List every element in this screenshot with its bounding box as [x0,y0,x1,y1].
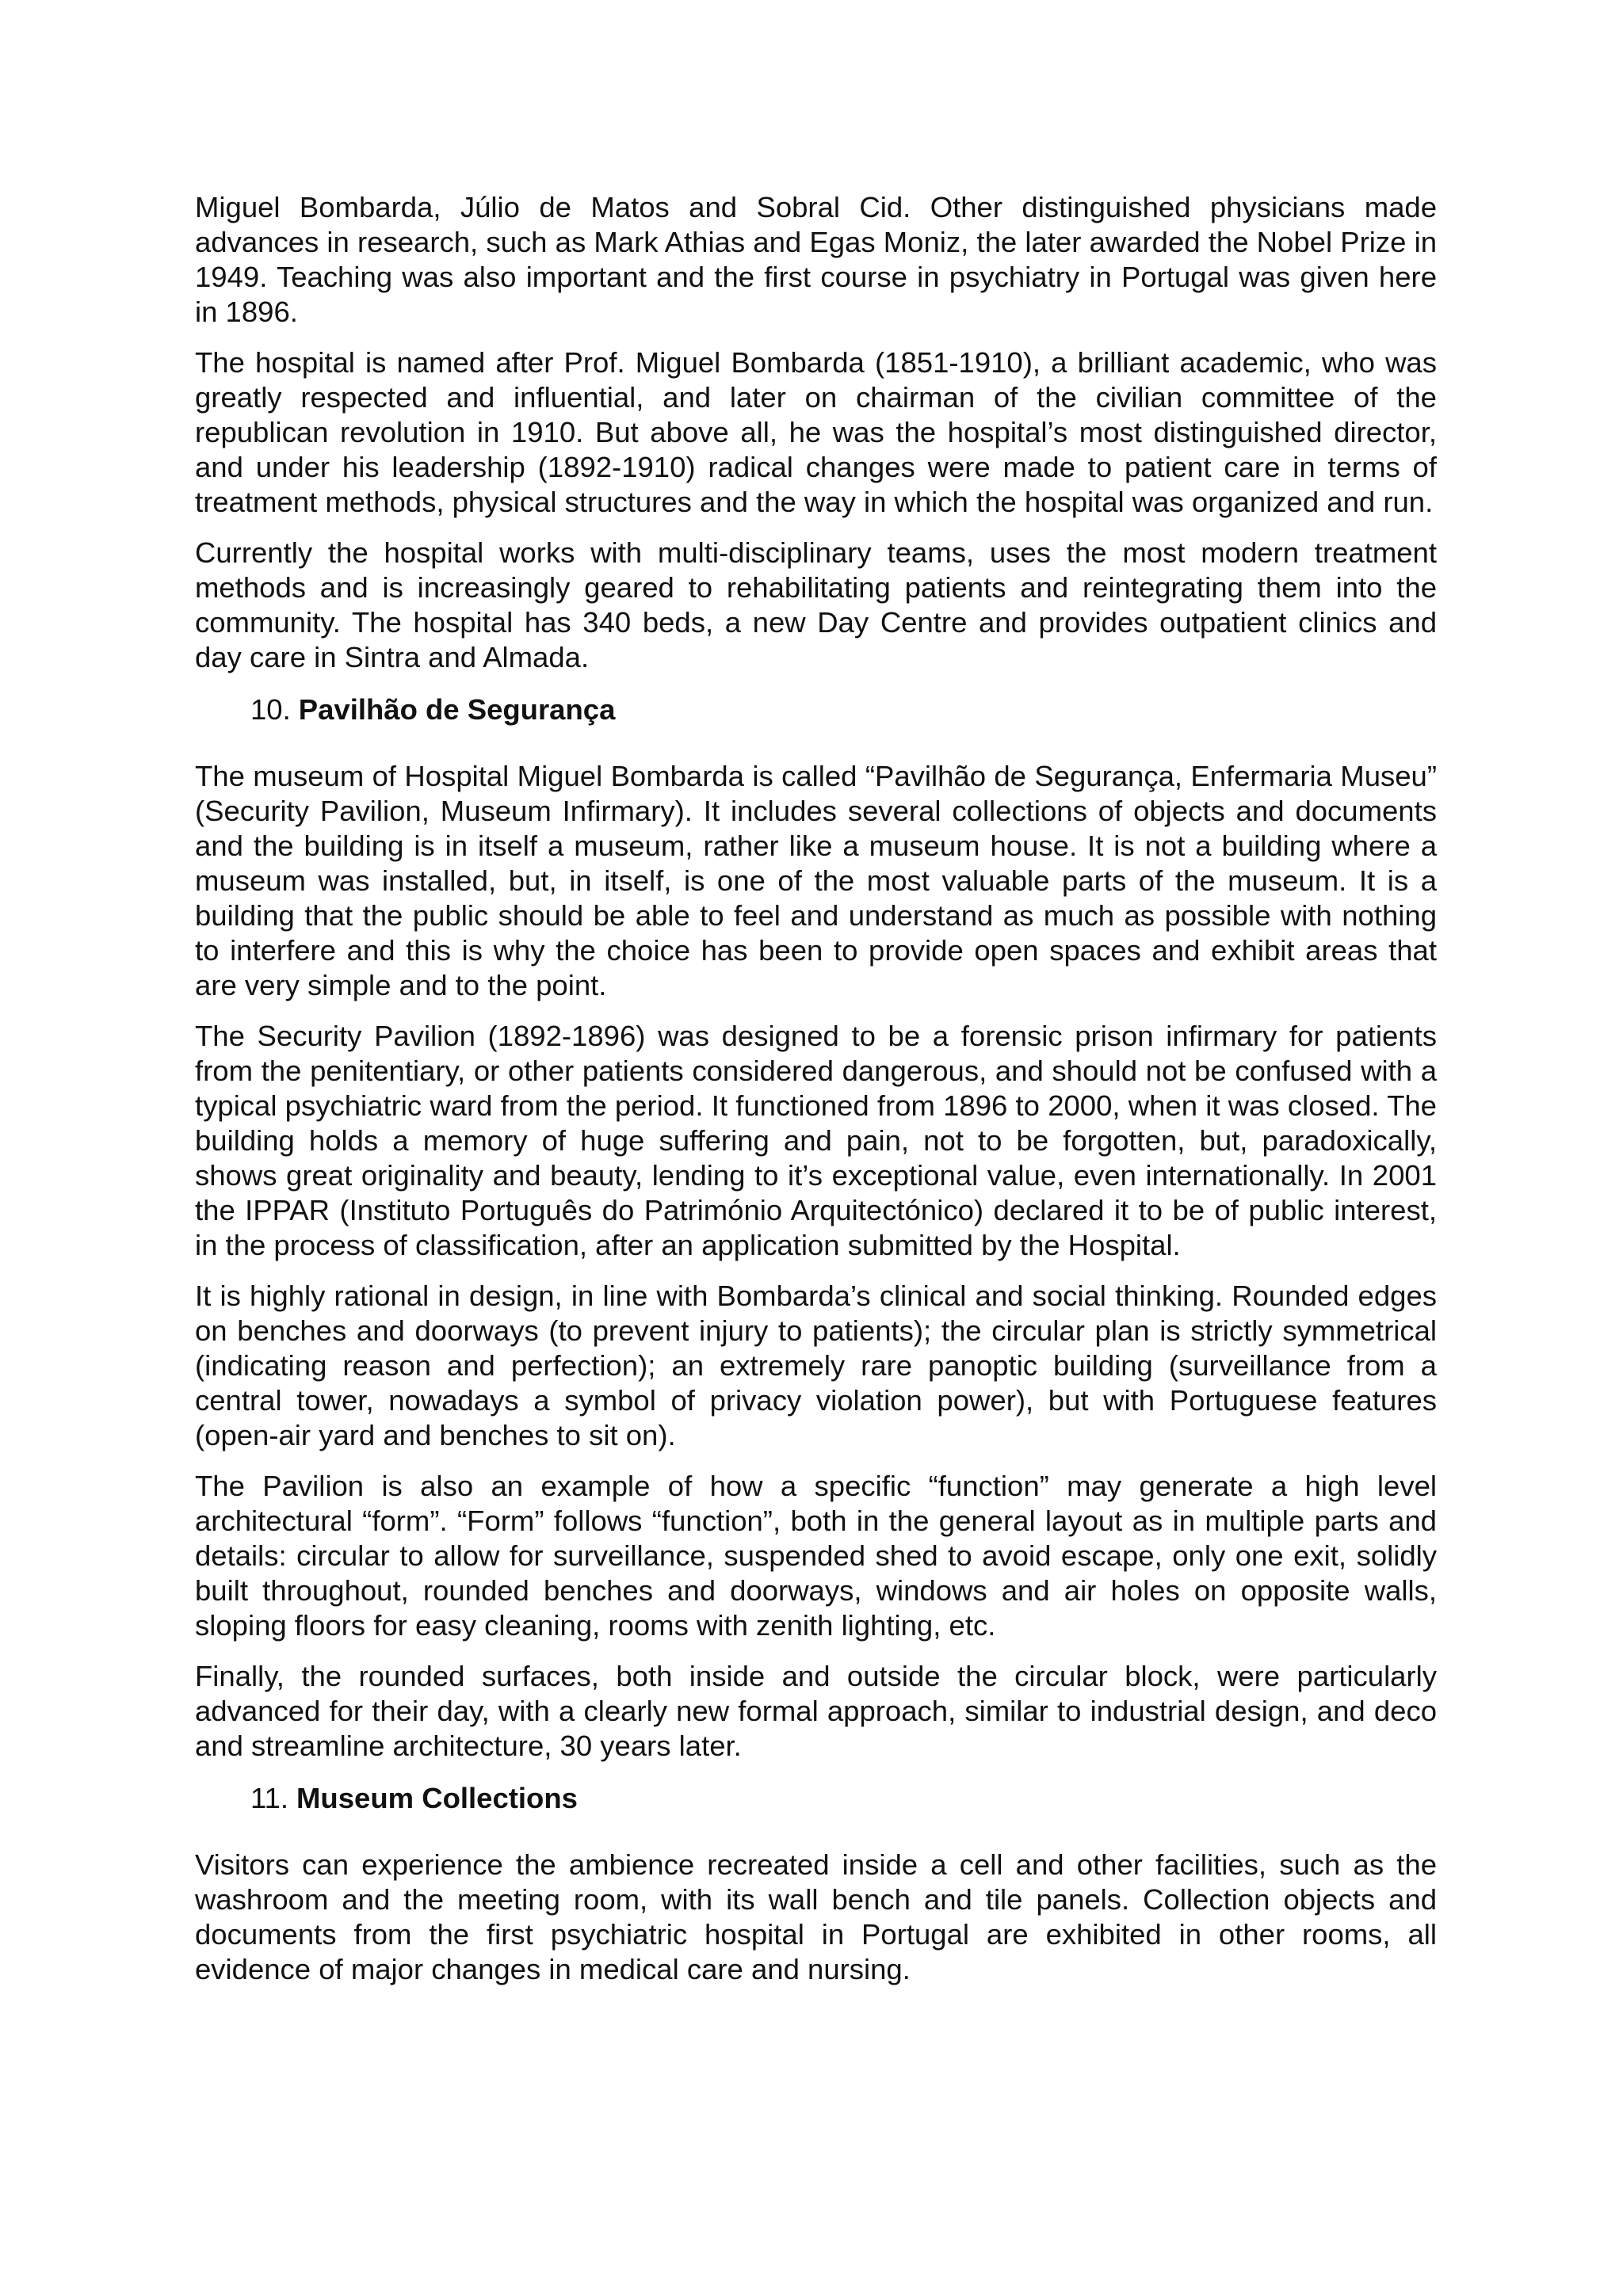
document-page [195,190,1437,2003]
paragraph-security-pavilion: The Security Pavilion (1892-1896) was designed to be a forensic prison infirmary for patients from the penitentiary, or other patients considered dangerous, and should not be confused with a typical psychiatric ward from the period. It functioned from 1896 to 2000, when it was closed. The building holds a memory of huge suffering and pain, not to be forgotten, but, paradoxically, shows great originality and beauty, lending to it’s exceptional value, even internationally. In 2001 the IPPAR (Instituto Português do Património Arquitectónico) declared it to be of public interest, in the process of classification, after an application submitted by the Hospital. [195,1020,1437,1261]
paragraph-hospital-name: The hospital is named after Prof. Miguel Bombarda (1851-1910), a brilliant academic, who was greatly respected and influential, and later on chairman of the civilian committee of the republican revolution in 1910. But above all, he was the hospital’s most distinguished director, and under his leadership (1892-1910) radical changes were made to patient care in terms of treatment methods, physical structures and the way in which the hospital was organized and run. [195,346,1437,518]
paragraph-museum-intro: The museum of Hospital Miguel Bombarda is called “Pavilhão de Segurança, Enfermaria Museu” (Security Pavilion, Museum Infirmary). It includes several collections of objects and documents and the building is in itself a museum, rather like a museum house. It is not a building where a museum was installed, but, in itself, is one of the most valuable parts of the museum. It is a building that the public should be able to feel and understand as much as possible with nothing to interfere and this is why the choice has been to provide open spaces and exhibit areas that are very simple and to the point. [195,760,1437,1001]
paragraph-form-function: The Pavilion is also an example of how a specific “function” may generate a high level architectural “form”. “Form” follows “function”, both in the general layout as in multiple parts and details: circular to allow for surveillance, suspended shed to avoid escape, only one exit, solidly built throughout, rounded benches and doorways, windows and air holes on opposite walls, sloping floors for easy cleaning, rooms with zenith lighting, etc. [195,1470,1437,1642]
section-number: 10. [250,693,291,726]
section-number: 11. [250,1782,289,1814]
paragraph-design: It is highly rational in design, in line with Bombarda’s clinical and social thinking. Rounded edges on benches and doorways (to prevent injury to patients); the circular plan is strictly symmetrical (indicating reason and perfection); an extremely rare panoptic building (surveillance from a central tower, nowadays a symbol of privacy violation power), but with Portuguese features (open-air yard and benches to sit on). [195,1280,1437,1451]
section-title: Museum Collections [296,1782,578,1814]
paragraph-physicians: Miguel Bombarda, Júlio de Matos and Sobral Cid. Other distinguished physicians made advances in research, such as Mark Athias and Egas Moniz, the later awarded the Nobel Prize in 1949. Teaching was also important and the first course in psychiatry in Portugal was given here in 1896. [195,191,1437,328]
section-heading-pavilhao [250,692,1437,727]
paragraph-visitors: Visitors can experience the ambience recreated inside a cell and other facilities, such as the washroom and the meeting room, with its wall bench and tile panels. Collection objects and documents from the first psychiatric hospital in Portugal are exhibited in other rooms, all evidence of major changes in medical care and nursing. [195,1848,1437,1985]
paragraph-rounded-surfaces: Finally, the rounded surfaces, both inside and outside the circular block, were particularly advanced for their day, with a clearly new formal approach, similar to industrial design, and deco and streamline architecture, 30 years later. [195,1660,1437,1762]
section-heading-collections [250,1781,1437,1816]
paragraph-current-hospital: Currently the hospital works with multi-disciplinary teams, uses the most modern treatment methods and is increasingly geared to rehabilitating patients and reintegrating them into the community. The hospital has 340 beds, a new Day Centre and provides outpatient clinics and day care in Sintra and Almada. [195,536,1437,673]
section-title: Pavilhão de Segurança [298,693,616,726]
